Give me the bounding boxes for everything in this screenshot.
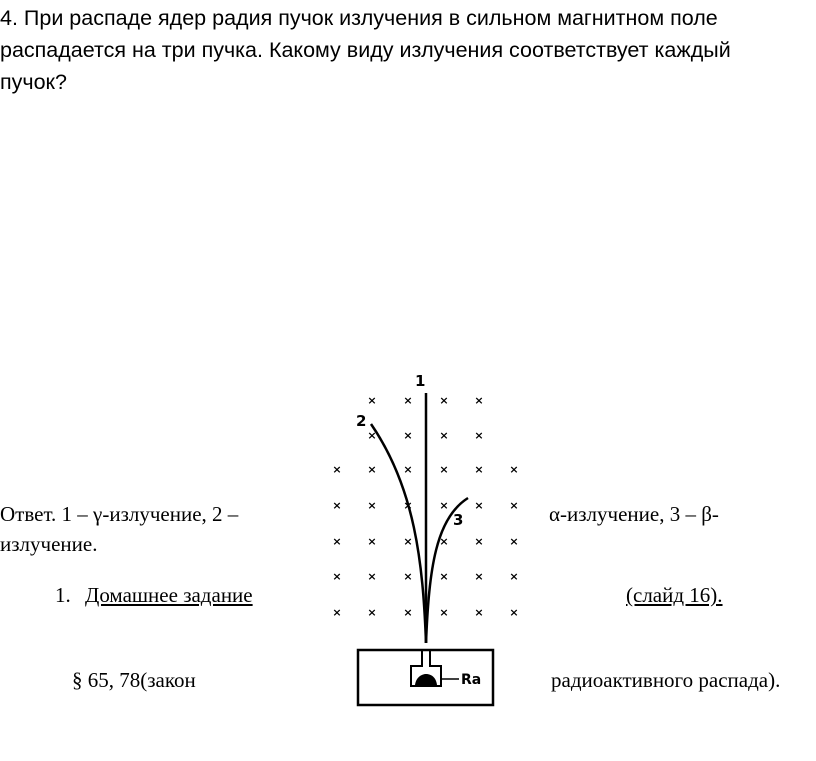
field-mark: × — [474, 535, 484, 548]
field-mark: × — [439, 463, 449, 476]
field-mark: × — [439, 606, 449, 619]
field-mark: × — [474, 606, 484, 619]
beam-3-label: 3 — [453, 511, 464, 529]
field-mark: × — [332, 570, 342, 583]
radium-sample — [415, 674, 437, 685]
field-mark: × — [403, 429, 413, 442]
field-mark: × — [509, 606, 519, 619]
field-mark: × — [403, 535, 413, 548]
field-mark: × — [403, 499, 413, 512]
field-mark: × — [474, 429, 484, 442]
field-mark: × — [509, 463, 519, 476]
paragraph-law: радиоактивного распада). — [551, 668, 781, 692]
radium-decay-diagram — [320, 368, 530, 713]
field-mark: × — [403, 570, 413, 583]
field-mark: × — [474, 463, 484, 476]
paragraph-reference: § 65, 78(закон — [72, 668, 196, 692]
field-mark: × — [439, 499, 449, 512]
field-mark: × — [367, 535, 377, 548]
field-mark: × — [367, 429, 377, 442]
beam-1-label: 1 — [415, 372, 426, 390]
field-mark: × — [367, 394, 377, 407]
field-mark: × — [332, 606, 342, 619]
field-mark: × — [474, 570, 484, 583]
field-mark: × — [403, 394, 413, 407]
answer-text-part3: излучение. — [0, 532, 98, 556]
field-mark: × — [439, 570, 449, 583]
field-mark: × — [439, 535, 449, 548]
field-mark: × — [439, 429, 449, 442]
answer-text-part2: α-излучение, 3 – β- — [549, 502, 719, 526]
field-mark: × — [367, 499, 377, 512]
field-mark: × — [509, 499, 519, 512]
field-mark: × — [332, 499, 342, 512]
field-mark: × — [367, 570, 377, 583]
field-mark: × — [509, 535, 519, 548]
field-mark: × — [403, 463, 413, 476]
homework-number: 1. — [55, 583, 71, 607]
question-line-2: распадается на три пучка. Какому виду излучения соответствует каждый — [0, 38, 731, 62]
beam-2-label: 2 — [356, 412, 367, 430]
question-line-1: 4. При распаде ядер радия пучок излучения в сильном магнитном поле — [0, 6, 718, 30]
field-mark: × — [474, 499, 484, 512]
field-mark: × — [332, 463, 342, 476]
question-text — [0, 2, 800, 98]
answer-text-part1: Ответ. 1 – γ-излучение, 2 – — [0, 502, 239, 526]
beam-2-line — [371, 424, 426, 643]
field-mark: × — [474, 394, 484, 407]
source-label: Ra — [461, 672, 482, 688]
question-line-3: пучок? — [0, 70, 67, 94]
field-mark: × — [403, 606, 413, 619]
field-mark: × — [509, 570, 519, 583]
field-mark: × — [367, 606, 377, 619]
field-mark: × — [439, 394, 449, 407]
homework-slide: (слайд 16). — [626, 583, 723, 607]
field-mark: × — [332, 535, 342, 548]
field-mark: × — [367, 463, 377, 476]
homework-label: Домашнее задание — [85, 583, 253, 607]
